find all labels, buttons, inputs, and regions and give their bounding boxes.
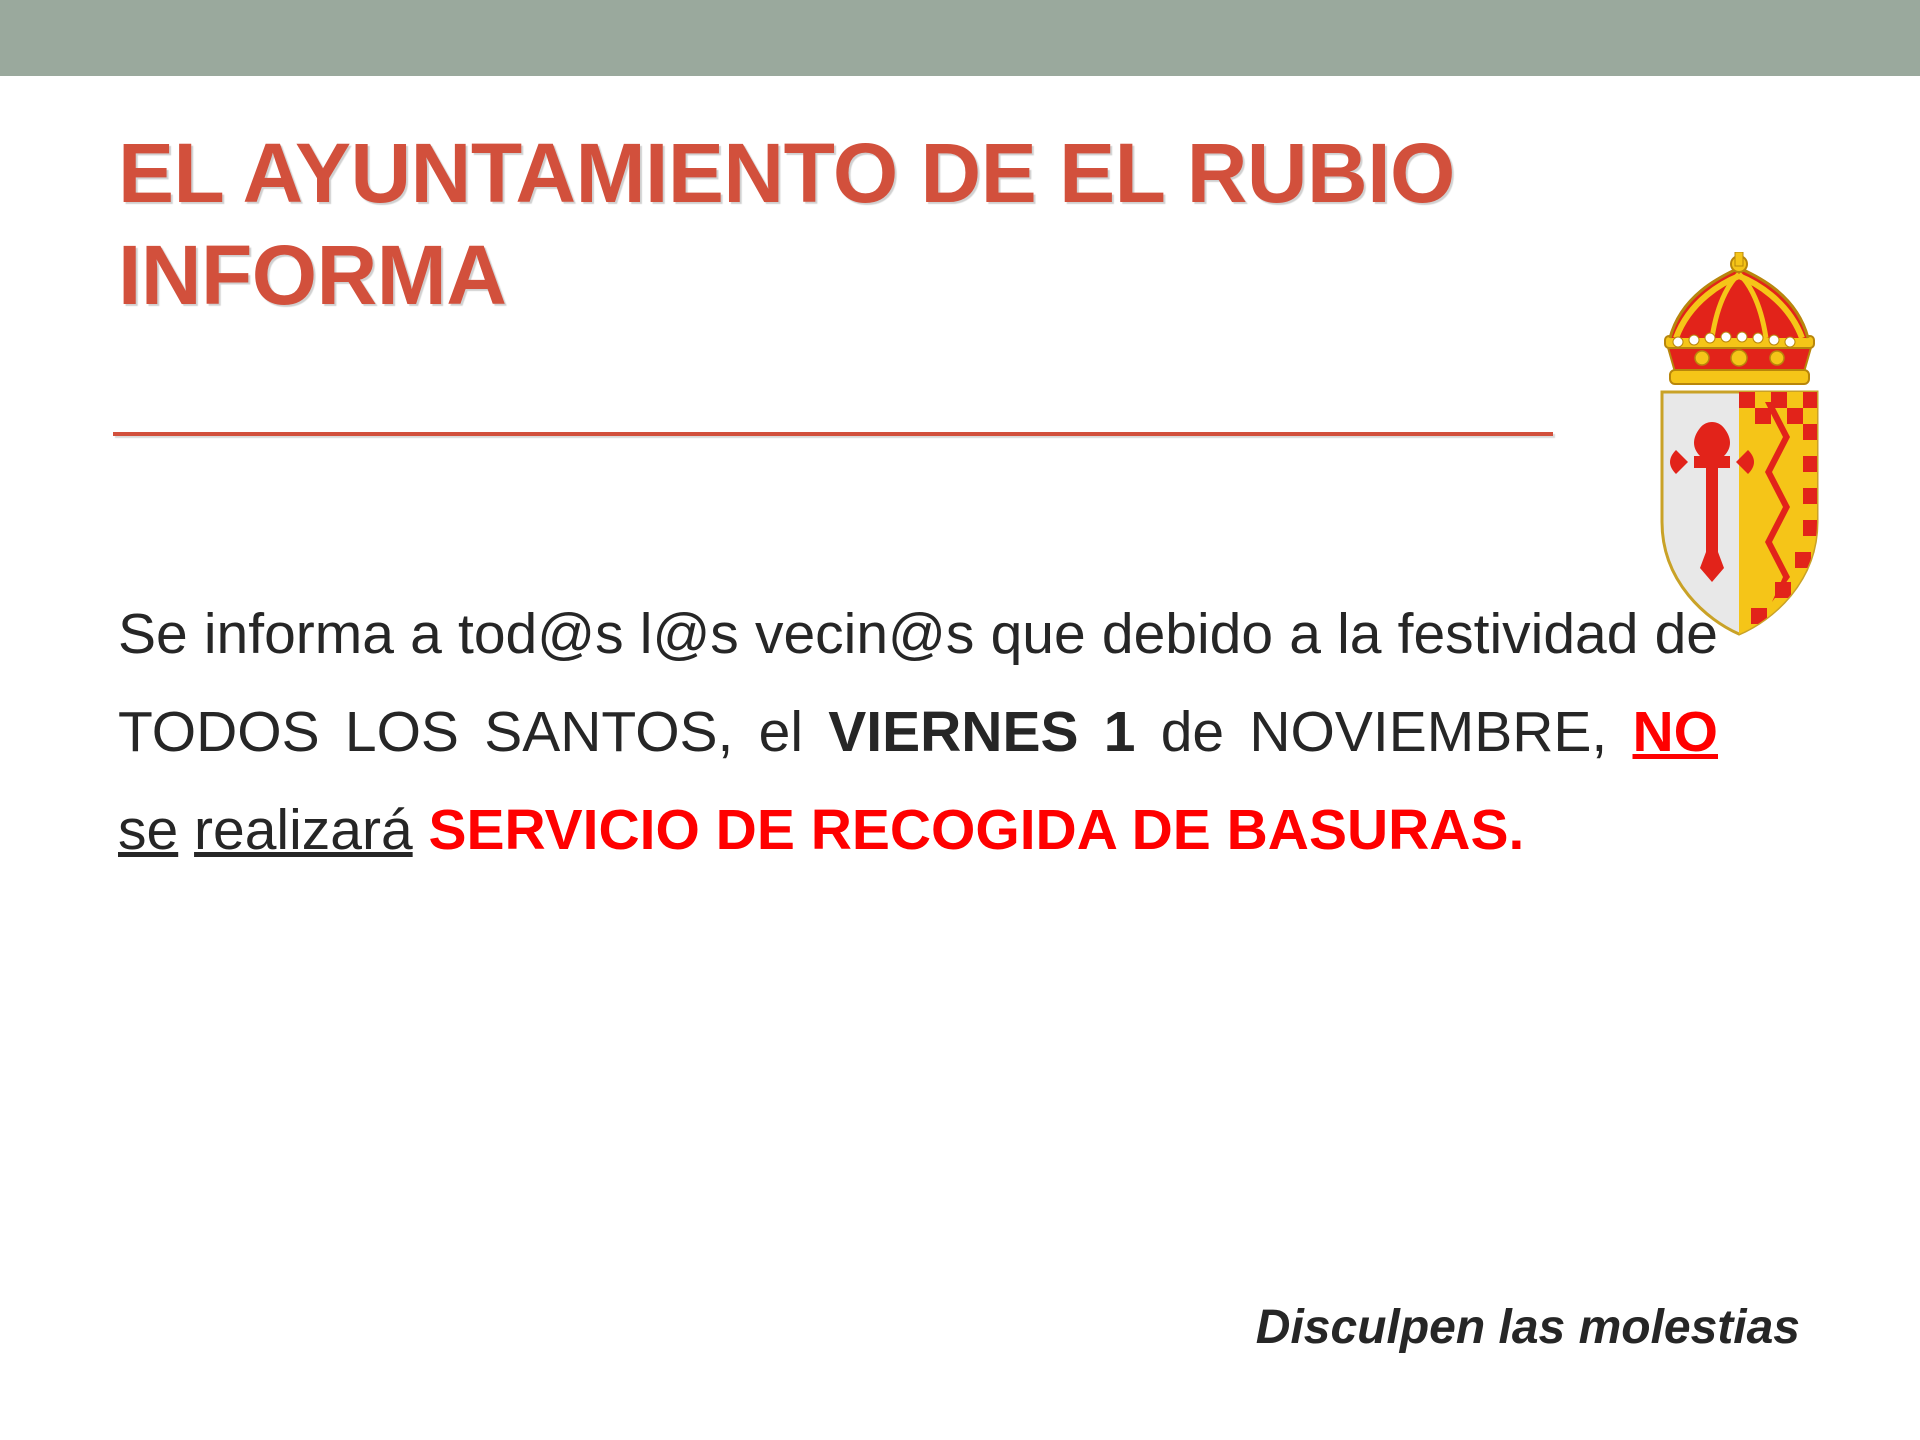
page-title: EL AYUNTAMIENTO DE EL RUBIO INFORMA (118, 126, 1455, 323)
announcement-paragraph (118, 585, 1718, 879)
top-decorative-band (0, 0, 1920, 76)
announcement-realizara: realizará (194, 798, 413, 863)
announcement-weekday: VIERNES 1 (828, 700, 1136, 765)
body-text (118, 585, 1718, 879)
announcement-negation: NO (1632, 700, 1718, 765)
title-block (118, 122, 1758, 327)
announcement-lead: Se informa a tod@s l@s vecin@s que debido a la festividad de TODOS LOS SANTOS, el (118, 602, 1718, 765)
announcement-month: de NOVIEMBRE, (1135, 700, 1633, 765)
announcement-se: se (118, 798, 179, 863)
coat-of-arms-icon (1632, 252, 1847, 637)
title-divider (113, 432, 1553, 436)
announcement-service: SERVICIO DE RECOGIDA DE BASURAS. (412, 798, 1525, 863)
closing-note: Disculpen las molestias (1255, 1301, 1800, 1354)
